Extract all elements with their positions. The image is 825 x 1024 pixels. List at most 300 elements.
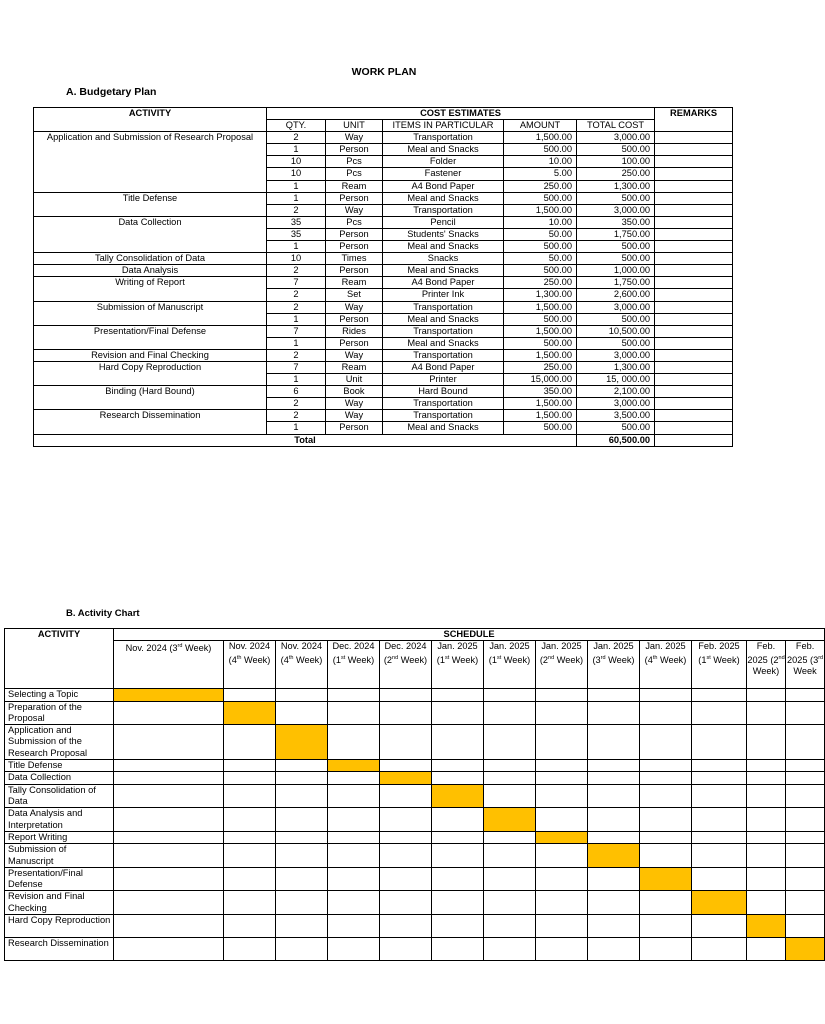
schedule-cell bbox=[114, 891, 224, 915]
schedule-cell bbox=[786, 760, 825, 772]
budget-total-cell: 500.00 bbox=[577, 337, 655, 349]
budget-row bbox=[34, 277, 733, 289]
budget-unit-cell: Way bbox=[326, 301, 383, 313]
schedule-cell bbox=[536, 725, 588, 760]
schedule-cell bbox=[380, 915, 432, 938]
schedule-filled-cell bbox=[692, 891, 747, 915]
budget-total-cell: 500.00 bbox=[577, 192, 655, 204]
schedule-cell bbox=[484, 784, 536, 808]
schedule-week-header: Feb. 2025 (1st Week) bbox=[692, 641, 747, 689]
budget-activity-cell: Writing of Report bbox=[34, 277, 267, 301]
schedule-cell bbox=[224, 772, 276, 784]
schedule-cell bbox=[640, 844, 692, 868]
budget-total-cell: 1,300.00 bbox=[577, 361, 655, 373]
budget-unit-cell: Pcs bbox=[326, 156, 383, 168]
schedule-cell bbox=[640, 725, 692, 760]
schedule-cell bbox=[747, 701, 786, 725]
schedule-cell bbox=[588, 760, 640, 772]
budget-remarks-cell bbox=[655, 361, 733, 373]
budget-qty-cell: 2 bbox=[267, 265, 326, 277]
budget-item-cell: Printer bbox=[383, 374, 504, 386]
schedule-cell bbox=[114, 844, 224, 868]
chart-row bbox=[5, 808, 825, 832]
schedule-week-header: Jan. 2025 (4th Week) bbox=[640, 641, 692, 689]
budget-qty-cell: 2 bbox=[267, 289, 326, 301]
budget-row bbox=[34, 132, 733, 144]
budget-remarks-cell bbox=[655, 168, 733, 180]
schedule-cell bbox=[114, 867, 224, 891]
remarks-header: REMARKS bbox=[655, 108, 733, 132]
schedule-cell bbox=[786, 725, 825, 760]
chart-activity-cell: Tally Consolidation of Data bbox=[5, 784, 114, 808]
budget-amount-cell: 500.00 bbox=[504, 241, 577, 253]
schedule-cell bbox=[276, 867, 328, 891]
budget-qty-cell: 6 bbox=[267, 386, 326, 398]
budget-row bbox=[34, 361, 733, 373]
budget-amount-cell: 250.00 bbox=[504, 277, 577, 289]
schedule-cell bbox=[786, 891, 825, 915]
schedule-cell bbox=[747, 784, 786, 808]
budget-item-cell: A4 Bond Paper bbox=[383, 361, 504, 373]
budget-item-cell: Meal and Snacks bbox=[383, 265, 504, 277]
budget-total-cell: 15, 000.00 bbox=[577, 374, 655, 386]
schedule-cell bbox=[432, 891, 484, 915]
budget-total-cell: 2,100.00 bbox=[577, 386, 655, 398]
schedule-filled-cell bbox=[432, 784, 484, 808]
schedule-cell bbox=[747, 938, 786, 961]
schedule-cell bbox=[640, 891, 692, 915]
schedule-cell bbox=[224, 725, 276, 760]
budget-remarks-cell bbox=[655, 422, 733, 434]
schedule-week-header: Nov. 2024 (3rd Week) bbox=[114, 641, 224, 689]
schedule-cell bbox=[484, 701, 536, 725]
schedule-cell bbox=[380, 701, 432, 725]
schedule-filled-cell bbox=[276, 725, 328, 760]
schedule-cell bbox=[692, 915, 747, 938]
budget-item-cell: Meal and Snacks bbox=[383, 241, 504, 253]
budget-activity-cell: Binding (Hard Bound) bbox=[34, 386, 267, 410]
schedule-week-header: Feb. 2025 (2nd Week) bbox=[747, 641, 786, 689]
schedule-filled-cell bbox=[747, 915, 786, 938]
schedule-cell bbox=[484, 831, 536, 843]
budget-qty-cell: 1 bbox=[267, 313, 326, 325]
schedule-cell bbox=[224, 915, 276, 938]
schedule-cell bbox=[432, 808, 484, 832]
page-title: WORK PLAN bbox=[351, 66, 417, 78]
budget-remarks-cell bbox=[655, 374, 733, 386]
schedule-cell bbox=[114, 784, 224, 808]
schedule-cell bbox=[786, 701, 825, 725]
budget-item-cell: Fastener bbox=[383, 168, 504, 180]
schedule-cell bbox=[328, 867, 380, 891]
schedule-cell bbox=[747, 831, 786, 843]
schedule-cell bbox=[588, 725, 640, 760]
total-label: Total bbox=[34, 434, 577, 446]
schedule-filled-cell bbox=[224, 701, 276, 725]
chart-activity-cell: Presentation/Final Defense bbox=[5, 867, 114, 891]
schedule-cell bbox=[536, 891, 588, 915]
budget-unit-cell: Ream bbox=[326, 180, 383, 192]
schedule-cell bbox=[640, 772, 692, 784]
schedule-cell bbox=[588, 891, 640, 915]
budget-activity-cell: Presentation/Final Defense bbox=[34, 325, 267, 349]
schedule-filled-cell bbox=[114, 689, 224, 701]
chart-row bbox=[5, 831, 825, 843]
schedule-cell bbox=[224, 760, 276, 772]
qty-header: QTY. bbox=[267, 120, 326, 132]
budget-item-cell: Transportation bbox=[383, 204, 504, 216]
schedule-cell bbox=[328, 938, 380, 961]
budget-unit-cell: Person bbox=[326, 265, 383, 277]
budget-item-cell: Transportation bbox=[383, 398, 504, 410]
schedule-cell bbox=[692, 831, 747, 843]
schedule-filled-cell bbox=[786, 938, 825, 961]
schedule-cell bbox=[747, 760, 786, 772]
schedule-cell bbox=[786, 867, 825, 891]
budget-row bbox=[34, 216, 733, 228]
chart-row bbox=[5, 701, 825, 725]
budget-qty-cell: 35 bbox=[267, 216, 326, 228]
schedule-week-header: Dec. 2024 (1st Week) bbox=[328, 641, 380, 689]
budget-unit-cell: Person bbox=[326, 313, 383, 325]
schedule-cell bbox=[588, 867, 640, 891]
budget-total-cell: 500.00 bbox=[577, 422, 655, 434]
schedule-cell bbox=[224, 689, 276, 701]
budget-remarks-cell bbox=[655, 228, 733, 240]
budget-qty-cell: 2 bbox=[267, 301, 326, 313]
schedule-cell bbox=[380, 844, 432, 868]
schedule-cell bbox=[692, 772, 747, 784]
chart-activity-cell: Title Defense bbox=[5, 760, 114, 772]
schedule-cell bbox=[640, 808, 692, 832]
schedule-cell bbox=[276, 784, 328, 808]
budget-unit-cell: Times bbox=[326, 253, 383, 265]
budget-unit-cell: Pcs bbox=[326, 168, 383, 180]
schedule-cell bbox=[536, 915, 588, 938]
budget-remarks-cell bbox=[655, 289, 733, 301]
schedule-filled-cell bbox=[536, 831, 588, 843]
budget-amount-cell: 350.00 bbox=[504, 386, 577, 398]
schedule-cell bbox=[276, 831, 328, 843]
chart-activity-header: ACTIVITY bbox=[5, 629, 114, 689]
budget-row bbox=[34, 325, 733, 337]
schedule-cell bbox=[640, 701, 692, 725]
schedule-cell bbox=[224, 784, 276, 808]
schedule-cell bbox=[224, 891, 276, 915]
schedule-cell bbox=[484, 938, 536, 961]
budget-unit-cell: Way bbox=[326, 132, 383, 144]
budget-qty-cell: 2 bbox=[267, 398, 326, 410]
schedule-cell bbox=[224, 844, 276, 868]
chart-activity-cell: Research Dissemination bbox=[5, 938, 114, 961]
budget-total-row bbox=[34, 434, 733, 446]
budget-amount-cell: 500.00 bbox=[504, 265, 577, 277]
schedule-cell bbox=[640, 689, 692, 701]
budget-amount-cell: 500.00 bbox=[504, 144, 577, 156]
budget-total-cell: 2,600.00 bbox=[577, 289, 655, 301]
budget-item-cell: Meal and Snacks bbox=[383, 422, 504, 434]
budget-qty-cell: 10 bbox=[267, 168, 326, 180]
items-header: ITEMS IN PARTICULAR bbox=[383, 120, 504, 132]
budget-unit-cell: Person bbox=[326, 144, 383, 156]
budget-item-cell: Meal and Snacks bbox=[383, 313, 504, 325]
budget-row bbox=[34, 192, 733, 204]
unit-header: UNIT bbox=[326, 120, 383, 132]
budget-amount-cell: 10.00 bbox=[504, 156, 577, 168]
schedule-cell bbox=[692, 760, 747, 772]
budget-remarks-cell bbox=[655, 313, 733, 325]
budget-total-cell: 1,300.00 bbox=[577, 180, 655, 192]
budget-qty-cell: 10 bbox=[267, 156, 326, 168]
budget-amount-cell: 50.00 bbox=[504, 228, 577, 240]
budget-qty-cell: 1 bbox=[267, 144, 326, 156]
schedule-cell bbox=[640, 938, 692, 961]
budget-qty-cell: 7 bbox=[267, 325, 326, 337]
schedule-cell bbox=[692, 689, 747, 701]
schedule-cell bbox=[432, 772, 484, 784]
schedule-cell bbox=[380, 760, 432, 772]
schedule-cell bbox=[588, 689, 640, 701]
schedule-cell bbox=[747, 891, 786, 915]
schedule-cell bbox=[536, 689, 588, 701]
schedule-filled-cell bbox=[588, 844, 640, 868]
schedule-filled-cell bbox=[380, 772, 432, 784]
section-a-heading: A. Budgetary Plan bbox=[66, 86, 157, 98]
chart-activity-cell: Application and Submission of the Research Proposal bbox=[5, 725, 114, 760]
chart-row bbox=[5, 772, 825, 784]
budget-remarks-cell bbox=[655, 204, 733, 216]
schedule-cell bbox=[328, 891, 380, 915]
schedule-cell bbox=[484, 867, 536, 891]
budget-row bbox=[34, 410, 733, 422]
schedule-cell bbox=[786, 784, 825, 808]
budget-qty-cell: 7 bbox=[267, 361, 326, 373]
schedule-week-header: Jan. 2025 (1st Week) bbox=[484, 641, 536, 689]
budget-remarks-cell bbox=[655, 253, 733, 265]
schedule-cell bbox=[114, 938, 224, 961]
schedule-filled-cell bbox=[484, 808, 536, 832]
schedule-cell bbox=[484, 725, 536, 760]
schedule-cell bbox=[328, 784, 380, 808]
schedule-cell bbox=[432, 915, 484, 938]
budget-total-cell: 10,500.00 bbox=[577, 325, 655, 337]
schedule-cell bbox=[786, 772, 825, 784]
budget-total-cell: 3,000.00 bbox=[577, 349, 655, 361]
budget-qty-cell: 1 bbox=[267, 374, 326, 386]
cost-estimates-header: COST ESTIMATES bbox=[267, 108, 655, 120]
budget-remarks-cell bbox=[655, 434, 733, 446]
schedule-filled-cell bbox=[328, 760, 380, 772]
budget-amount-cell: 10.00 bbox=[504, 216, 577, 228]
schedule-cell bbox=[328, 915, 380, 938]
schedule-cell bbox=[380, 938, 432, 961]
budget-remarks-cell bbox=[655, 410, 733, 422]
schedule-week-header: Jan. 2025 (2nd Week) bbox=[536, 641, 588, 689]
budget-amount-cell: 15,000.00 bbox=[504, 374, 577, 386]
schedule-cell bbox=[432, 760, 484, 772]
schedule-cell bbox=[536, 844, 588, 868]
schedule-cell bbox=[747, 844, 786, 868]
schedule-cell bbox=[380, 689, 432, 701]
budget-amount-cell: 250.00 bbox=[504, 361, 577, 373]
budget-remarks-cell bbox=[655, 325, 733, 337]
budget-unit-cell: Pcs bbox=[326, 216, 383, 228]
budget-activity-cell: Submission of Manuscript bbox=[34, 301, 267, 325]
schedule-cell bbox=[484, 689, 536, 701]
budget-total-cell: 100.00 bbox=[577, 156, 655, 168]
schedule-cell bbox=[276, 938, 328, 961]
budget-qty-cell: 1 bbox=[267, 241, 326, 253]
schedule-cell bbox=[640, 831, 692, 843]
budget-amount-cell: 500.00 bbox=[504, 313, 577, 325]
schedule-cell bbox=[786, 831, 825, 843]
budget-item-cell: Transportation bbox=[383, 301, 504, 313]
schedule-cell bbox=[380, 725, 432, 760]
schedule-cell bbox=[536, 867, 588, 891]
budget-qty-cell: 1 bbox=[267, 337, 326, 349]
schedule-cell bbox=[224, 831, 276, 843]
schedule-cell bbox=[432, 938, 484, 961]
schedule-cell bbox=[328, 725, 380, 760]
budget-total-cell: 350.00 bbox=[577, 216, 655, 228]
schedule-cell bbox=[380, 831, 432, 843]
budget-remarks-cell bbox=[655, 398, 733, 410]
budget-item-cell: Students' Snacks bbox=[383, 228, 504, 240]
budget-amount-cell: 1,500.00 bbox=[504, 301, 577, 313]
budget-total-cell: 1,000.00 bbox=[577, 265, 655, 277]
budget-item-cell: A4 Bond Paper bbox=[383, 277, 504, 289]
budget-item-cell: Hard Bound bbox=[383, 386, 504, 398]
budget-total-cell: 1,750.00 bbox=[577, 228, 655, 240]
budget-activity-cell: Revision and Final Checking bbox=[34, 349, 267, 361]
budget-unit-cell: Way bbox=[326, 204, 383, 216]
budget-qty-cell: 1 bbox=[267, 180, 326, 192]
budget-activity-cell: Data Collection bbox=[34, 216, 267, 252]
budget-amount-cell: 5.00 bbox=[504, 168, 577, 180]
budget-amount-cell: 250.00 bbox=[504, 180, 577, 192]
schedule-cell bbox=[747, 725, 786, 760]
schedule-cell bbox=[276, 891, 328, 915]
chart-activity-cell: Data Analysis and Interpretation bbox=[5, 808, 114, 832]
budget-total-cell: 500.00 bbox=[577, 144, 655, 156]
budget-remarks-cell bbox=[655, 132, 733, 144]
budget-unit-cell: Way bbox=[326, 398, 383, 410]
schedule-cell bbox=[536, 808, 588, 832]
budget-remarks-cell bbox=[655, 144, 733, 156]
chart-row bbox=[5, 891, 825, 915]
budget-amount-cell: 1,500.00 bbox=[504, 325, 577, 337]
budget-table bbox=[33, 107, 733, 447]
schedule-cell bbox=[536, 760, 588, 772]
amount-header: AMOUNT bbox=[504, 120, 577, 132]
schedule-cell bbox=[276, 808, 328, 832]
budget-qty-cell: 10 bbox=[267, 253, 326, 265]
schedule-cell bbox=[328, 701, 380, 725]
schedule-cell bbox=[380, 867, 432, 891]
schedule-week-header: Nov. 2024 (4th Week) bbox=[224, 641, 276, 689]
chart-activity-cell: Data Collection bbox=[5, 772, 114, 784]
schedule-cell bbox=[484, 772, 536, 784]
schedule-cell bbox=[432, 689, 484, 701]
chart-activity-cell: Report Writing bbox=[5, 831, 114, 843]
budget-amount-cell: 500.00 bbox=[504, 422, 577, 434]
budget-amount-cell: 50.00 bbox=[504, 253, 577, 265]
budget-qty-cell: 35 bbox=[267, 228, 326, 240]
chart-activity-cell: Submission of Manuscript bbox=[5, 844, 114, 868]
schedule-cell bbox=[380, 891, 432, 915]
section-b-heading: B. Activity Chart bbox=[66, 608, 140, 619]
budget-total-cell: 250.00 bbox=[577, 168, 655, 180]
budget-total-cell: 3,000.00 bbox=[577, 204, 655, 216]
schedule-cell bbox=[432, 867, 484, 891]
budget-total-cell: 500.00 bbox=[577, 241, 655, 253]
budget-unit-cell: Person bbox=[326, 337, 383, 349]
budget-qty-cell: 2 bbox=[267, 132, 326, 144]
budget-activity-cell: Application and Submission of Research Proposal bbox=[34, 132, 267, 192]
schedule-cell bbox=[536, 701, 588, 725]
schedule-cell bbox=[328, 831, 380, 843]
budget-unit-cell: Ream bbox=[326, 361, 383, 373]
budget-remarks-cell bbox=[655, 301, 733, 313]
budget-remarks-cell bbox=[655, 349, 733, 361]
chart-row bbox=[5, 915, 825, 938]
budget-item-cell: Snacks bbox=[383, 253, 504, 265]
budget-qty-cell: 2 bbox=[267, 410, 326, 422]
budget-item-cell: Transportation bbox=[383, 410, 504, 422]
chart-activity-cell: Revision and Final Checking bbox=[5, 891, 114, 915]
schedule-week-header: Feb. 2025 (3rd Week bbox=[786, 641, 825, 689]
budget-remarks-cell bbox=[655, 337, 733, 349]
schedule-cell bbox=[588, 915, 640, 938]
schedule-filled-cell bbox=[640, 867, 692, 891]
budget-unit-cell: Set bbox=[326, 289, 383, 301]
schedule-cell bbox=[276, 760, 328, 772]
schedule-cell bbox=[692, 784, 747, 808]
schedule-cell bbox=[692, 701, 747, 725]
budget-total-cell: 500.00 bbox=[577, 253, 655, 265]
budget-total-cell: 3,000.00 bbox=[577, 301, 655, 313]
schedule-cell bbox=[640, 784, 692, 808]
schedule-cell bbox=[114, 701, 224, 725]
budget-item-cell: Pencil bbox=[383, 216, 504, 228]
budget-unit-cell: Way bbox=[326, 349, 383, 361]
budget-item-cell: Meal and Snacks bbox=[383, 144, 504, 156]
schedule-cell bbox=[786, 689, 825, 701]
schedule-cell bbox=[786, 808, 825, 832]
budget-remarks-cell bbox=[655, 180, 733, 192]
schedule-cell bbox=[786, 915, 825, 938]
budget-activity-cell: Tally Consolidation of Data bbox=[34, 253, 267, 265]
budget-item-cell: Folder bbox=[383, 156, 504, 168]
schedule-cell bbox=[276, 915, 328, 938]
budget-amount-cell: 1,500.00 bbox=[504, 132, 577, 144]
budget-activity-cell: Title Defense bbox=[34, 192, 267, 216]
schedule-cell bbox=[328, 772, 380, 784]
budget-item-cell: A4 Bond Paper bbox=[383, 180, 504, 192]
schedule-cell bbox=[380, 808, 432, 832]
schedule-cell bbox=[432, 701, 484, 725]
budget-total-cell: 3,500.00 bbox=[577, 410, 655, 422]
budget-activity-cell: Hard Copy Reproduction bbox=[34, 361, 267, 385]
chart-row bbox=[5, 844, 825, 868]
budget-item-cell: Meal and Snacks bbox=[383, 192, 504, 204]
schedule-cell bbox=[114, 831, 224, 843]
chart-activity-cell: Selecting a Topic bbox=[5, 689, 114, 701]
budget-unit-cell: Person bbox=[326, 192, 383, 204]
schedule-cell bbox=[536, 938, 588, 961]
schedule-week-header: Jan. 2025 (1st Week) bbox=[432, 641, 484, 689]
schedule-cell bbox=[224, 808, 276, 832]
